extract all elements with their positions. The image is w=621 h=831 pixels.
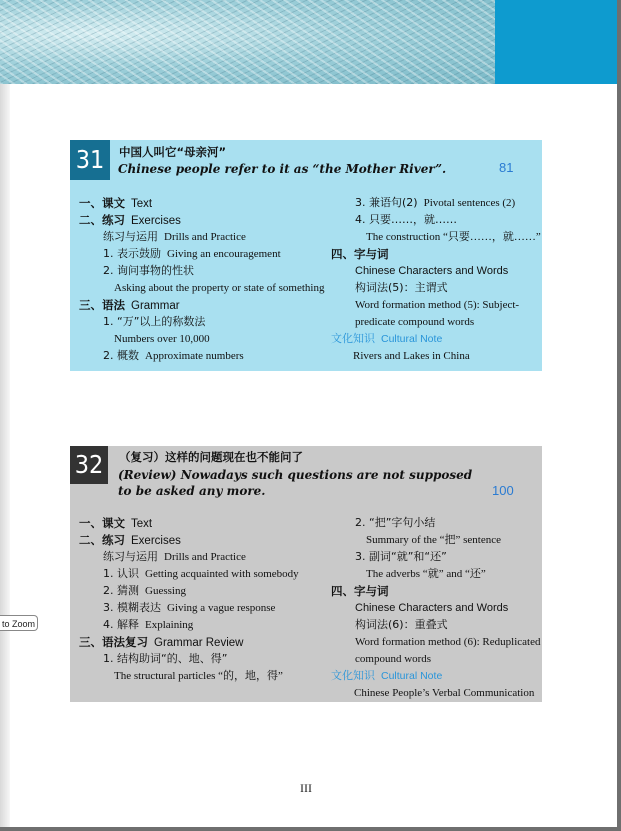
toc-line[interactable] — [355, 281, 448, 295]
toc-line[interactable] — [79, 533, 181, 548]
toc-line-main: 2. 猜测 — [103, 584, 139, 597]
toc-line[interactable] — [103, 652, 227, 666]
toc-line — [355, 264, 508, 278]
toc-line — [353, 349, 470, 363]
header-decorative-pattern — [0, 0, 495, 84]
toc-line-main: Word formation method (5): Subject- — [355, 299, 520, 311]
toc-line-translation: Cultural Note — [381, 670, 443, 682]
toc-line[interactable] — [79, 635, 243, 650]
lesson-32-box — [70, 446, 542, 702]
toc-line-main: predicate compound words — [355, 316, 475, 328]
lesson-page-number[interactable]: 81 — [499, 160, 514, 175]
toc-line[interactable] — [79, 298, 180, 313]
lesson-page-number[interactable]: 100 — [492, 483, 514, 498]
toc-line-translation: Giving a vague response — [167, 602, 276, 614]
toc-line-main: 3. 兼语句(2) — [355, 196, 418, 209]
toc-line-main: Rivers and Lakes in China — [353, 350, 470, 362]
toc-line-main: Chinese Characters and Words — [355, 602, 509, 614]
toc-line[interactable] — [103, 601, 275, 615]
toc-line — [355, 315, 474, 329]
toc-line — [366, 230, 541, 244]
toc-line-main: 四、字与词 — [331, 247, 389, 261]
header-color-block — [495, 0, 617, 84]
lesson-title-english-line: Chinese people refer to it as “the Mother River”. — [118, 162, 447, 176]
page-binding-shadow — [0, 0, 10, 827]
toc-line-main: Word formation method (6): Reduplicated — [355, 636, 541, 648]
toc-line-main: 文化知识 — [331, 669, 375, 682]
lesson-31-box — [70, 140, 542, 371]
toc-line[interactable] — [355, 516, 435, 530]
toc-line[interactable] — [331, 332, 442, 346]
toc-line-main: 练习与运用 — [103, 231, 158, 243]
toc-line-translation: Cultural Note — [381, 333, 443, 345]
toc-line-translation: Exercises — [131, 215, 181, 227]
toc-line-main: Asking about the property or state of something — [114, 282, 325, 294]
toc-line-main: 4. 只要……，就…… — [355, 213, 457, 226]
toc-line-translation: Getting acquainted with somebody — [145, 568, 299, 580]
toc-line-main: 一、课文 — [79, 196, 125, 210]
toc-line[interactable] — [103, 264, 194, 278]
toc-line-main: 构词法(6)：重叠式 — [355, 618, 448, 631]
lesson-number: 32 — [70, 446, 108, 484]
toc-line — [355, 601, 508, 615]
toc-line-translation: Text — [131, 518, 153, 530]
toc-line-main: 4. 解释 — [103, 618, 139, 631]
toc-line-translation: Drills and Practice — [164, 231, 246, 243]
lesson-title-english-line: to be asked any more. — [118, 484, 266, 498]
toc-line[interactable] — [79, 196, 152, 211]
toc-line[interactable] — [103, 550, 246, 564]
lesson-title-english — [118, 467, 472, 499]
toc-line-translation: Giving an encouragement — [167, 248, 281, 260]
toc-line[interactable] — [331, 584, 389, 598]
toc-line-main: 二、练习 — [79, 533, 125, 547]
toc-line-translation: Text — [131, 198, 153, 210]
toc-line-translation: Approximate numbers — [145, 350, 244, 362]
toc-line-main: Chinese People’s Verbal Communication — [354, 687, 535, 699]
toc-line[interactable] — [79, 516, 152, 531]
toc-line-main: 三、语法复习 — [79, 635, 148, 649]
toc-line[interactable] — [103, 349, 244, 363]
toc-line-main: 1. “万”以上的称数法 — [103, 315, 206, 328]
toc-line[interactable] — [103, 567, 299, 581]
toc-line — [366, 567, 486, 581]
toc-line-main: 2. 概数 — [103, 349, 139, 362]
toc-line-translation: Drills and Practice — [164, 551, 246, 563]
toc-line-main: 二、练习 — [79, 213, 125, 227]
lesson-title-chinese: （复习）这样的问题现在也不能问了 — [119, 450, 303, 464]
toc-line-main: Numbers over 10,000 — [114, 333, 210, 345]
lesson-title-english — [118, 161, 446, 177]
toc-line-main: 练习与运用 — [103, 551, 158, 563]
lesson-number: 31 — [70, 140, 110, 180]
toc-line-main: 构词法(5)：主谓式 — [355, 281, 448, 294]
toc-line-main: 三、语法 — [79, 298, 125, 312]
toc-line[interactable] — [103, 618, 193, 632]
toc-line-main: 1. 结构助词“的、地、得” — [103, 652, 228, 665]
zoom-tab-button[interactable]: to Zoom — [0, 615, 38, 631]
toc-line[interactable] — [355, 213, 457, 227]
toc-line-translation: Pivotal sentences (2) — [423, 197, 516, 209]
toc-line[interactable] — [79, 213, 181, 228]
toc-line — [355, 635, 540, 649]
toc-line — [366, 533, 501, 547]
lesson-title-chinese: 中国人叫它“母亲河” — [119, 145, 227, 159]
toc-line — [354, 686, 534, 700]
toc-line[interactable] — [331, 669, 442, 683]
toc-line — [114, 669, 283, 683]
toc-line-main: The structural particles “的，地，得” — [114, 670, 283, 682]
toc-line-main: The adverbs “就” and “还” — [366, 568, 486, 580]
toc-line[interactable] — [355, 550, 447, 564]
toc-line — [114, 332, 210, 346]
toc-line-main: 3. 副词“就”和“还” — [355, 550, 447, 563]
toc-line-main: 1. 认识 — [103, 567, 139, 580]
toc-line[interactable] — [355, 196, 515, 210]
toc-line[interactable] — [355, 618, 448, 632]
toc-line[interactable] — [103, 247, 281, 261]
toc-line-main: compound words — [355, 653, 432, 665]
toc-line-translation: Grammar — [131, 300, 180, 312]
toc-line-translation: Guessing — [145, 585, 186, 597]
toc-line — [355, 298, 519, 312]
toc-line[interactable] — [331, 247, 389, 261]
page-footer-number: III — [300, 781, 312, 795]
toc-line-main: 一、课文 — [79, 516, 125, 530]
toc-line[interactable] — [103, 315, 205, 329]
toc-line[interactable] — [103, 230, 246, 244]
toc-line — [355, 652, 431, 666]
toc-line-main: 文化知识 — [331, 332, 375, 345]
toc-line[interactable] — [103, 584, 186, 598]
toc-line-translation: Exercises — [131, 535, 181, 547]
toc-line-main: 四、字与词 — [331, 584, 389, 598]
toc-line-translation: Grammar Review — [154, 637, 244, 649]
toc-line-main: Summary of the “把” sentence — [366, 534, 502, 546]
toc-line-translation: Explaining — [145, 619, 194, 631]
lesson-title-english-line: (Review) Nowadays such questions are not supposed — [118, 468, 473, 482]
toc-line-main: 3. 模糊表达 — [103, 601, 161, 614]
toc-line-main: 2. 询问事物的性状 — [103, 264, 194, 277]
toc-line-main: 1. 表示鼓励 — [103, 247, 161, 260]
toc-line-main: Chinese Characters and Words — [355, 265, 509, 277]
toc-line — [114, 281, 325, 295]
toc-line-main: 2. “把”字句小结 — [355, 516, 436, 529]
toc-line-main: The construction “只要……，就……” — [366, 231, 541, 243]
